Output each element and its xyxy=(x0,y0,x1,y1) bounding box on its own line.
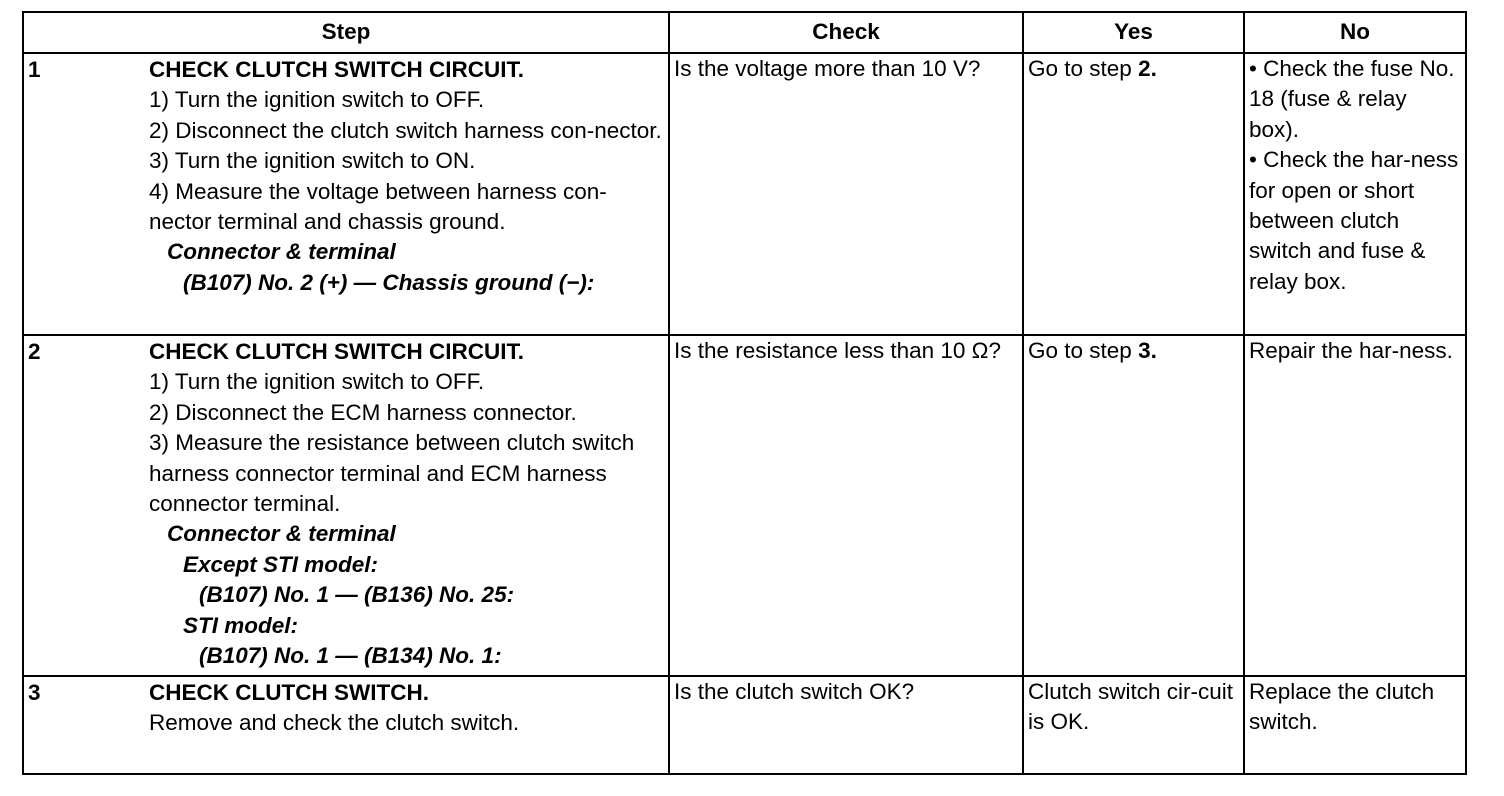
yes-text: Go to step xyxy=(1028,56,1139,81)
instruction: 2) Disconnect the clutch switch harness con-nector. xyxy=(149,117,662,143)
yes-cell xyxy=(1023,53,1244,335)
header-step: Step xyxy=(23,12,669,53)
connector-heading: Connector & terminal xyxy=(167,521,396,547)
table-row xyxy=(23,335,1466,676)
yes-step-ref: 3. xyxy=(1138,338,1157,363)
yes-step-ref: 2. xyxy=(1138,56,1157,81)
yes-text: Go to step xyxy=(1028,338,1139,363)
terminal-spec: (B107) No. 1 — (B134) No. 1: xyxy=(199,643,502,669)
diagnostic-table xyxy=(22,11,1467,775)
connector-heading: Connector & terminal xyxy=(167,239,396,265)
step-number: 1 xyxy=(28,57,41,82)
step-body xyxy=(149,55,664,298)
step-title: CHECK CLUTCH SWITCH. xyxy=(149,680,429,705)
check-cell: Is the clutch switch OK? xyxy=(669,676,1023,774)
instruction: 3) Turn the ignition switch to ON. xyxy=(149,148,476,174)
instruction: Remove and check the clutch switch. xyxy=(149,710,520,736)
header-yes: Yes xyxy=(1023,12,1244,53)
step-cell xyxy=(23,53,669,335)
instruction: 3) Measure the resistance between clutch switch harness connector terminal and ECM harness connector terminal. xyxy=(149,430,635,517)
header-row xyxy=(23,12,1466,53)
check-cell: Is the resistance less than 10 Ω? xyxy=(669,335,1023,676)
instruction: 2) Disconnect the ECM harness connector. xyxy=(149,399,577,425)
no-item: • Check the fuse No. 18 (fuse & relay box). xyxy=(1249,56,1455,142)
terminal-spec: (B107) No. 1 — (B136) No. 25: xyxy=(199,582,515,608)
no-cell: Replace the clutch switch. xyxy=(1244,676,1466,774)
instruction: 1) Turn the ignition switch to OFF. xyxy=(149,87,485,113)
table-row xyxy=(23,676,1466,774)
yes-cell xyxy=(1023,335,1244,676)
yes-cell: Clutch switch cir-cuit is OK. xyxy=(1023,676,1244,774)
step-title: CHECK CLUTCH SWITCH CIRCUIT. xyxy=(149,339,524,364)
instruction: 1) Turn the ignition switch to OFF. xyxy=(149,369,485,395)
header-no: No xyxy=(1244,12,1466,53)
step-number: 3 xyxy=(28,680,41,705)
model-label: Except STI model: xyxy=(183,551,379,577)
step-body xyxy=(149,337,664,671)
step-cell xyxy=(23,335,669,676)
step-title: CHECK CLUTCH SWITCH CIRCUIT. xyxy=(149,57,524,82)
terminal-spec: (B107) No. 2 (+) — Chassis ground (−): xyxy=(183,269,595,295)
no-item: • Check the har-ness for open or short between clutch switch and fuse & relay box. xyxy=(1249,147,1459,294)
table-row xyxy=(23,53,1466,335)
header-check: Check xyxy=(669,12,1023,53)
no-cell xyxy=(1244,53,1466,335)
check-cell: Is the voltage more than 10 V? xyxy=(669,53,1023,335)
instruction: 4) Measure the voltage between harness con-nector terminal and chassis ground. xyxy=(149,178,607,235)
step-body xyxy=(149,678,664,739)
no-cell: Repair the har-ness. xyxy=(1244,335,1466,676)
model-label: STI model: xyxy=(183,612,299,638)
step-cell xyxy=(23,676,669,774)
step-number: 2 xyxy=(28,339,41,364)
